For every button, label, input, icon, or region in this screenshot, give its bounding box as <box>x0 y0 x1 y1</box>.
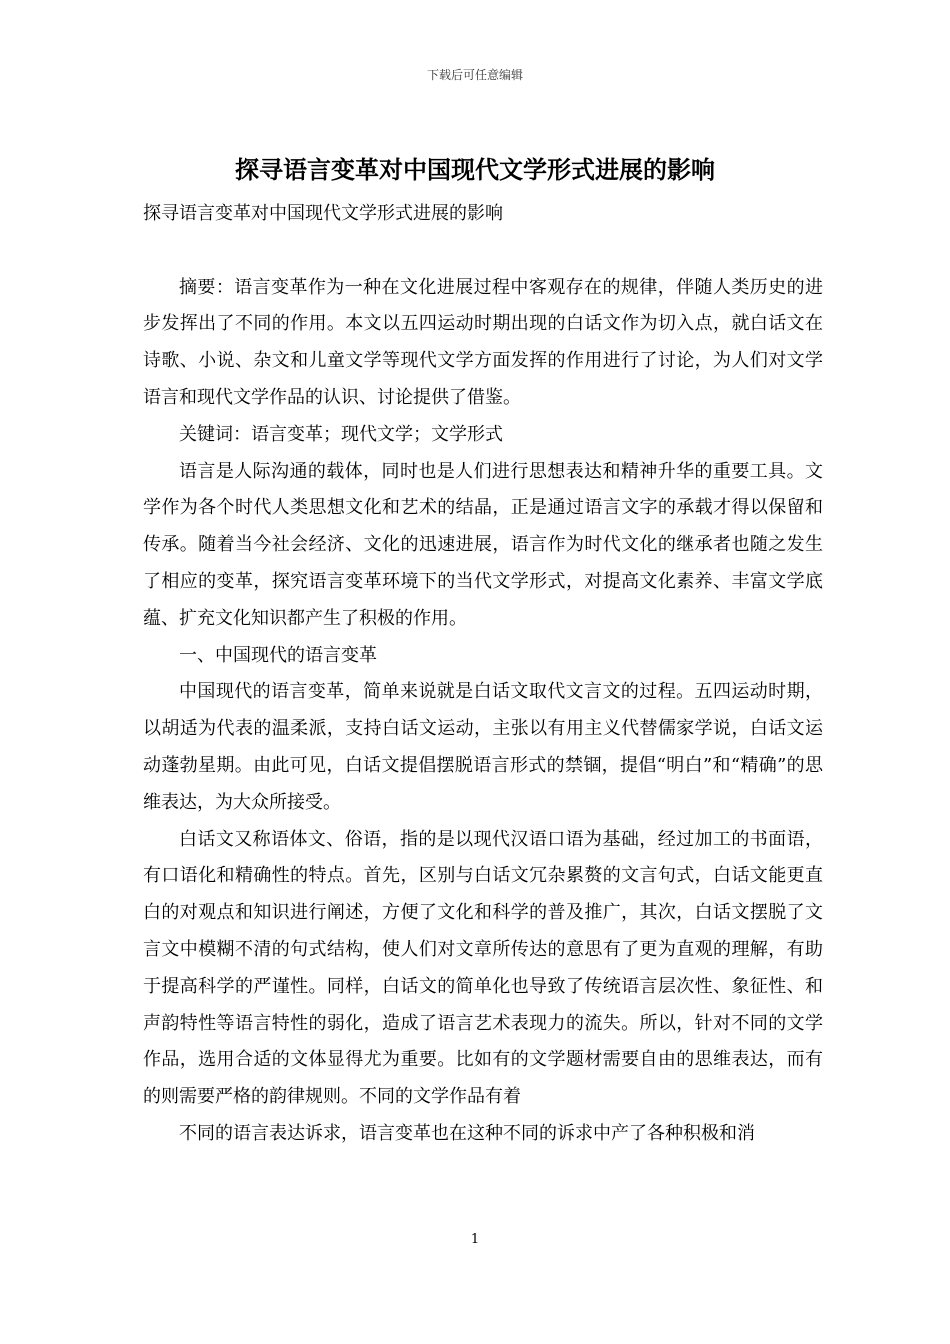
page-number: 1 <box>470 1232 480 1247</box>
intro-paragraph: 语言是人际沟通的载体，同时也是人们进行思想表达和精神升华的重要工具。文学作为各个时代人类思想文化和艺术的结晶，正是通过语言文字的承载才得以保留和传承。随着当今社会经济、文化的迅速进展，语言作为时代文化的继承者也随之发生了相应的变革，探究语言变革环境下的当代文学形式，对提高文化素养、丰富文学底蕴、扩充文化知识都产生了积极的作用。 <box>143 460 823 629</box>
document-title: 探寻语言变革对中国现代文学形式进展的影响 <box>235 155 715 184</box>
document-subtitle: 探寻语言变革对中国现代文学形式进展的影响 <box>143 203 503 224</box>
keywords-paragraph: 关键词：语言变革；现代文学；文学形式 <box>179 423 503 445</box>
body-paragraph: 白话文又称语体文、俗语，指的是以现代汉语口语为基础，经过加工的书面语，有口语化和精确性的特点。首先，区别与白话文冗杂累赘的文言句式，白话文能更直白的对观点和知识进行阐述，方便了文化和科学的普及推广，其次，白话文摆脱了文言文中模糊不清的句式结构，使人们对文章所传达的意思有了更为直观的理解，有助于提高科学的严谨性。同样，白话文的简单化也导致了传统语言层次性、象征性、和声韵特性等语言特性的弱化，造成了语言艺术表现力的流失。所以，针对不同的文学作品，选用合适的文体显得尤为重要。比如有的文学题材需要自由的思维表达，而有的则需要严格的韵律规则。不同的文学作品有着 <box>143 828 823 1108</box>
body-paragraph: 中国现代的语言变革，简单来说就是白话文取代文言文的过程。五四运动时期，以胡适为代表的温柔派，支持白话文运动，主张以有用主义代替儒家学说，白话文运动蓬勃星期。由此可见，白话文提倡摆脱语言形式的禁锢，提倡“明白”和“精确”的思维表达，为大众所接受。 <box>143 681 823 813</box>
blank-line <box>143 233 823 270</box>
document-body <box>143 196 823 1153</box>
abstract-paragraph: 摘要：语言变革作为一种在文化进展过程中客观存在的规律，伴随人类历史的进步发挥出了不同的作用。本文以五四运动时期出现的白话文作为切入点，就白话文在诗歌、小说、杂文和儿童文学等现代文学方面发挥的作用进行了讨论，为人们对文学语言和现代文学作品的认识、讨论提供了借鉴。 <box>143 276 823 408</box>
body-paragraph: 不同的语言表达诉求，语言变革也在这种不同的诉求中产了各种积极和消 <box>179 1122 755 1144</box>
section-heading: 一、中国现代的语言变革 <box>179 644 377 666</box>
page-header-note: 下载后可任意编辑 <box>426 68 523 82</box>
